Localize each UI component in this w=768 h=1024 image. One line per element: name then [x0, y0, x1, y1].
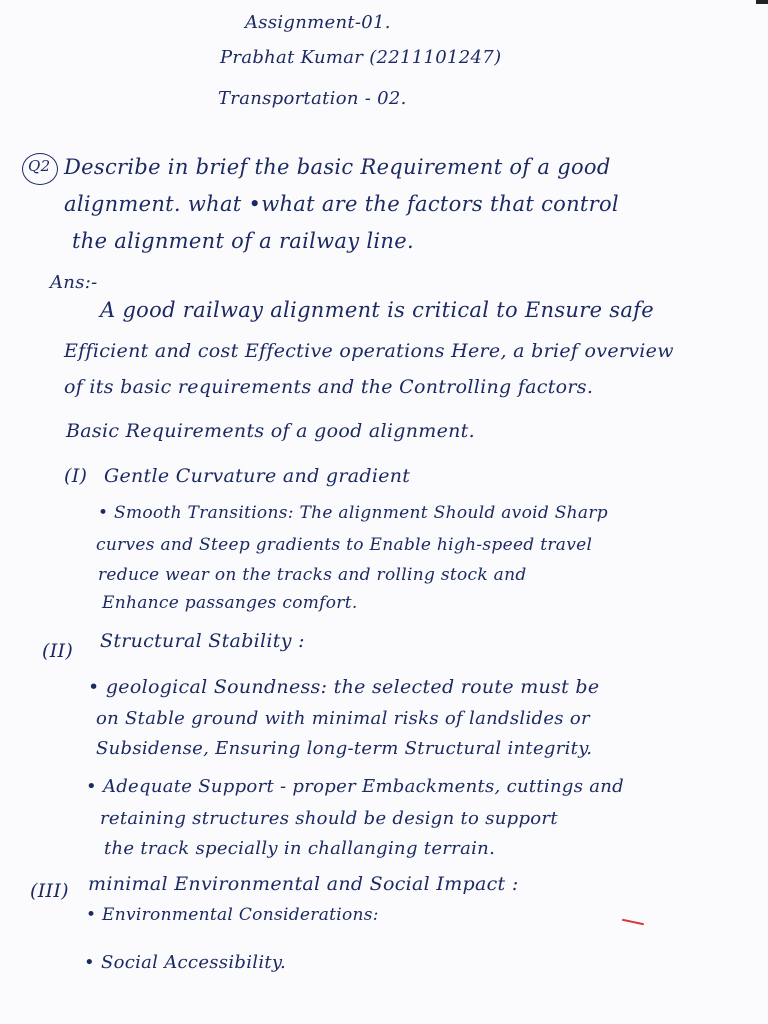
- section-2-bullet-2-line-3: the track specially in challanging terrain.: [104, 838, 496, 859]
- answer-intro-line-3: of its basic requirements and the Controlling factors.: [64, 376, 594, 398]
- question-label: Q2: [28, 157, 51, 175]
- section-3-bullet-1: • Environmental Considerations:: [86, 905, 379, 925]
- question-line-1: Describe in brief the basic Requirement of a good: [64, 155, 611, 179]
- section-2-bullet-1-line-3: Subsidense, Ensuring long-term Structural integrity.: [96, 738, 593, 759]
- assignment-title: Assignment-01.: [245, 12, 391, 33]
- section-1-bullet-1-line-1: • Smooth Transitions: The alignment Should avoid Sharp: [98, 503, 608, 523]
- student-name: Prabhat Kumar (2211101247): [220, 47, 502, 68]
- section-2-bullet-1-line-1: • geological Soundness: the selected route must be: [88, 676, 600, 698]
- course-name: Transportation - 02.: [218, 88, 407, 109]
- section-2-numeral: (II): [42, 640, 74, 662]
- section-2-bullet-2-line-1: • Adequate Support - proper Embackments, cuttings and: [86, 776, 624, 797]
- answer-label: Ans:-: [50, 272, 98, 293]
- section-2-bullet-1-line-2: on Stable ground with minimal risks of landslides or: [96, 708, 590, 729]
- answer-intro-line-2: Efficient and cost Effective operations Here, a brief overview: [64, 340, 674, 362]
- section-1-bullet-1-line-4: Enhance passanges comfort.: [102, 593, 358, 613]
- section-2-title: Structural Stability :: [100, 630, 305, 652]
- basic-requirements-heading: Basic Requirements of a good alignment.: [66, 420, 475, 442]
- answer-intro-line-1: A good railway alignment is critical to Ensure safe: [100, 298, 654, 322]
- page-corner-mark: [756, 0, 768, 4]
- question-line-3: the alignment of a railway line.: [72, 229, 414, 253]
- section-3-bullet-2: • Social Accessibility.: [84, 952, 287, 973]
- section-2-bullet-2-line-2: retaining structures should be design to support: [100, 808, 558, 829]
- section-3-title: minimal Environmental and Social Impact :: [88, 873, 519, 895]
- section-1-bullet-1-line-2: curves and Steep gradients to Enable high-speed travel: [96, 535, 593, 555]
- section-1-numeral: (I): [64, 465, 88, 487]
- section-1-title: Gentle Curvature and gradient: [104, 465, 411, 487]
- section-1-bullet-1-line-3: reduce wear on the tracks and rolling stock and: [98, 565, 527, 585]
- section-3-numeral: (III): [30, 880, 69, 902]
- red-pen-mark: [622, 919, 644, 926]
- question-line-2: alignment. what •what are the factors that control: [64, 192, 619, 216]
